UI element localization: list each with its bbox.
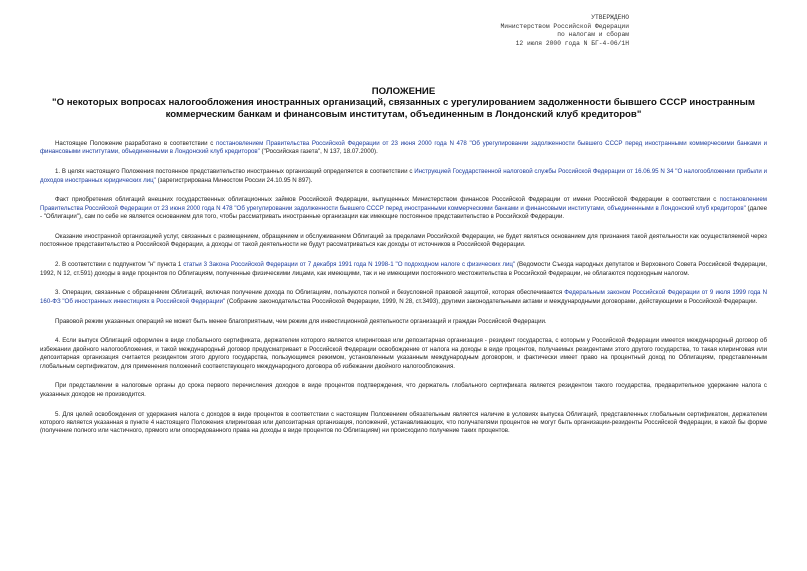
paragraph: 1. В целях настоящего Положения постоянное представительство иностранных организаций определяется в соответствии с Инструкцией Государственной налоговой службы Российской Федерации от 16.06.95 N 34 "О налогообложении прибыли и доходов иностранных юридических лиц" (зарегистрирована Минюстом России 24.10.95 N 897).	[40, 168, 767, 184]
paragraph: При представлении в налоговые органы до срока первого перечисления доходов в виде процентов подтверждения, что держатель глобального сертификата является резидентом такого государства, предварительное удержание налога с указанных доходов не производится.	[40, 382, 767, 398]
approval-line: УТВЕРЖДЕНО	[591, 14, 629, 21]
law-link[interactable]: Инструкцией Государственной налоговой службы Российской Федерации от 16.06.95 N 34 "О налогообложении прибыли и доходов иностранных юридических лиц"	[40, 168, 767, 184]
document-body	[40, 140, 767, 447]
approval-line: 12 июля 2000 года N БГ-4-06/1Н	[515, 39, 629, 47]
approval-line: Министерством Российской Федерации	[500, 22, 629, 30]
paragraph: Факт приобретения облигаций внешних государственных облигационных займов Российской Федерации, выпущенных Министерством финансов Российской Федерации от имени Российской Федерации в соответствии с постановлением Правительства Российской Федерации от 23 июня 2000 года N 478 "Об урегулировании задолженности бывшего СССР перед иностранными коммерческими банками и финансовыми институтами, объединенными в Лондонский клуб кредиторов" (далее - "Облигации"), сам по себе не является основанием для того, чтобы рассматривать иностранные организации как имеющие постоянное представительство в Российской Федерации.	[40, 196, 767, 221]
law-link[interactable]: постановлением Правительства Российской Федерации от 23 июня 2000 года N 478 "Об урегулировании задолженности бывшего СССР перед иностранными коммерческими банками и финансовыми институтами, объединенными в Лондонский клуб кредиторов"	[40, 140, 767, 156]
law-link[interactable]: постановлением Правительства Российской Федерации от 23 июня 2000 года N 478 "Об урегулировании задолженности бывшего СССР перед иностранными коммерческими банками и финансовыми институтами, объединенными в Лондонский клуб кредиторов"	[40, 196, 767, 212]
document-title	[40, 86, 767, 120]
approval-line: по налогам и сборам	[557, 31, 629, 39]
law-link[interactable]: статьи 3 Закона Российской Федерации от 7 декабря 1991 года N 1998-1 "О подоходном налоге с физических лиц"	[183, 261, 516, 269]
law-link[interactable]: Федеральным законом Российской Федерации от 9 июля 1999 года N 160-ФЗ "Об иностранных инвестициях в Российской Федерации"	[40, 289, 768, 305]
title-subject: "О некоторых вопросах налогообложения иностранных организаций, связанных с урегулированием задолженности бывшего СССР иностранным коммерческим банкам и финансовым институтам, объединенным в Лондонский клуб кредиторов"	[52, 97, 755, 120]
paragraph: 2. В соответствии с подпунктом "н" пункта 1 статьи 3 Закона Российской Федерации от 7 декабря 1991 года N 1998-1 "О подоходном налоге с физических лиц" (Ведомости Съезда народных депутатов и Верховного Совета Российской Федерации, 1992, N 12, ст.591) доходы в виде процентов по Облигациям, полученные физическими лицами, как имеющими, так и не имеющими постоянного местожительства в Российской Федерации, не облагаются подоходным налогом.	[40, 261, 768, 277]
paragraph: 4. Если выпуск Облигаций оформлен в виде глобального сертификата, держателем которого является клиринговая или депозитарная организация - резидент государства, с которым у Российской Федерации имеется международный договор об избежании двойного налогообложения, и такой международный договор предусматривает в Российской Федерации освобождение от налога на доходы в виде процентов, получаемых резидентами этого другого государства, то такая клиринговая или депозитарная организация считается резидентом этого другого государства, пользующимся режимом, установленным указанным международным договором, и фактически имеет право на процентный доход по Облигациям, представленным глобальным сертификатом, для применения положений соответствующего международного договора об избежании двойного налогообложения.	[40, 337, 767, 370]
paragraph: Настоящее Положение разработано в соответствии с постановлением Правительства Российской Федерации от 23 июня 2000 года N 478 "Об урегулировании задолженности бывшего СССР перед иностранными коммерческими банками и финансовыми институтами, объединенными в Лондонский клуб кредиторов" ("Российская газета", N 137, 18.07.2000).	[40, 140, 767, 156]
paragraph: 5. Для целей освобождения от удержания налога с доходов в виде процентов в соответствии с настоящим Положением обязательным является наличие в условиях выпуска Облигаций, представленных глобальным сертификатом, держателем которого является указанная в пункте 4 настоящего Положения клиринговая или депозитарная организация, положений, устанавливающих, что получателями процентов не могут быть организации-резиденты Российской Федерации, в какой бы форме (получение полного или частичного, прямого или опосредованного права на доходы в виде процентов по Облигациям) ни происходило получение таких процентов.	[40, 410, 767, 435]
paragraph: Правовой режим указанных операций не может быть менее благоприятным, чем режим для инвестиционной деятельности организаций и граждан Российской Федерации.	[55, 317, 547, 325]
paragraph: Оказание иностранной организацией услуг, связанных с размещением, обращением и обслуживанием Облигаций за пределами Российской Федерации, не будет являться основанием для признания такой деятельности как осуществляемой через постоянное представительство в Российской Федерации, а доходы от такой деятельности не будут рассматриваться как доходы от источников в Российской Федерации.	[40, 233, 767, 249]
approval-stamp	[449, 14, 629, 48]
title-heading: ПОЛОЖЕНИЕ	[371, 86, 436, 97]
paragraph: 3. Операции, связанные с обращением Облигаций, включая получение дохода по Облигациям, пользуются полной и безусловной правовой защитой, которая обеспечивается Федеральным законом Российской Федерации от 9 июля 1999 года N 160-ФЗ "Об иностранных инвестициях в Российской Федерации" (Собрание законодательства Российской Федерации, 1999, N 28, ст.3493), другими законодательными актами и международными договорами, действующими в Российской Федерации.	[40, 289, 768, 305]
